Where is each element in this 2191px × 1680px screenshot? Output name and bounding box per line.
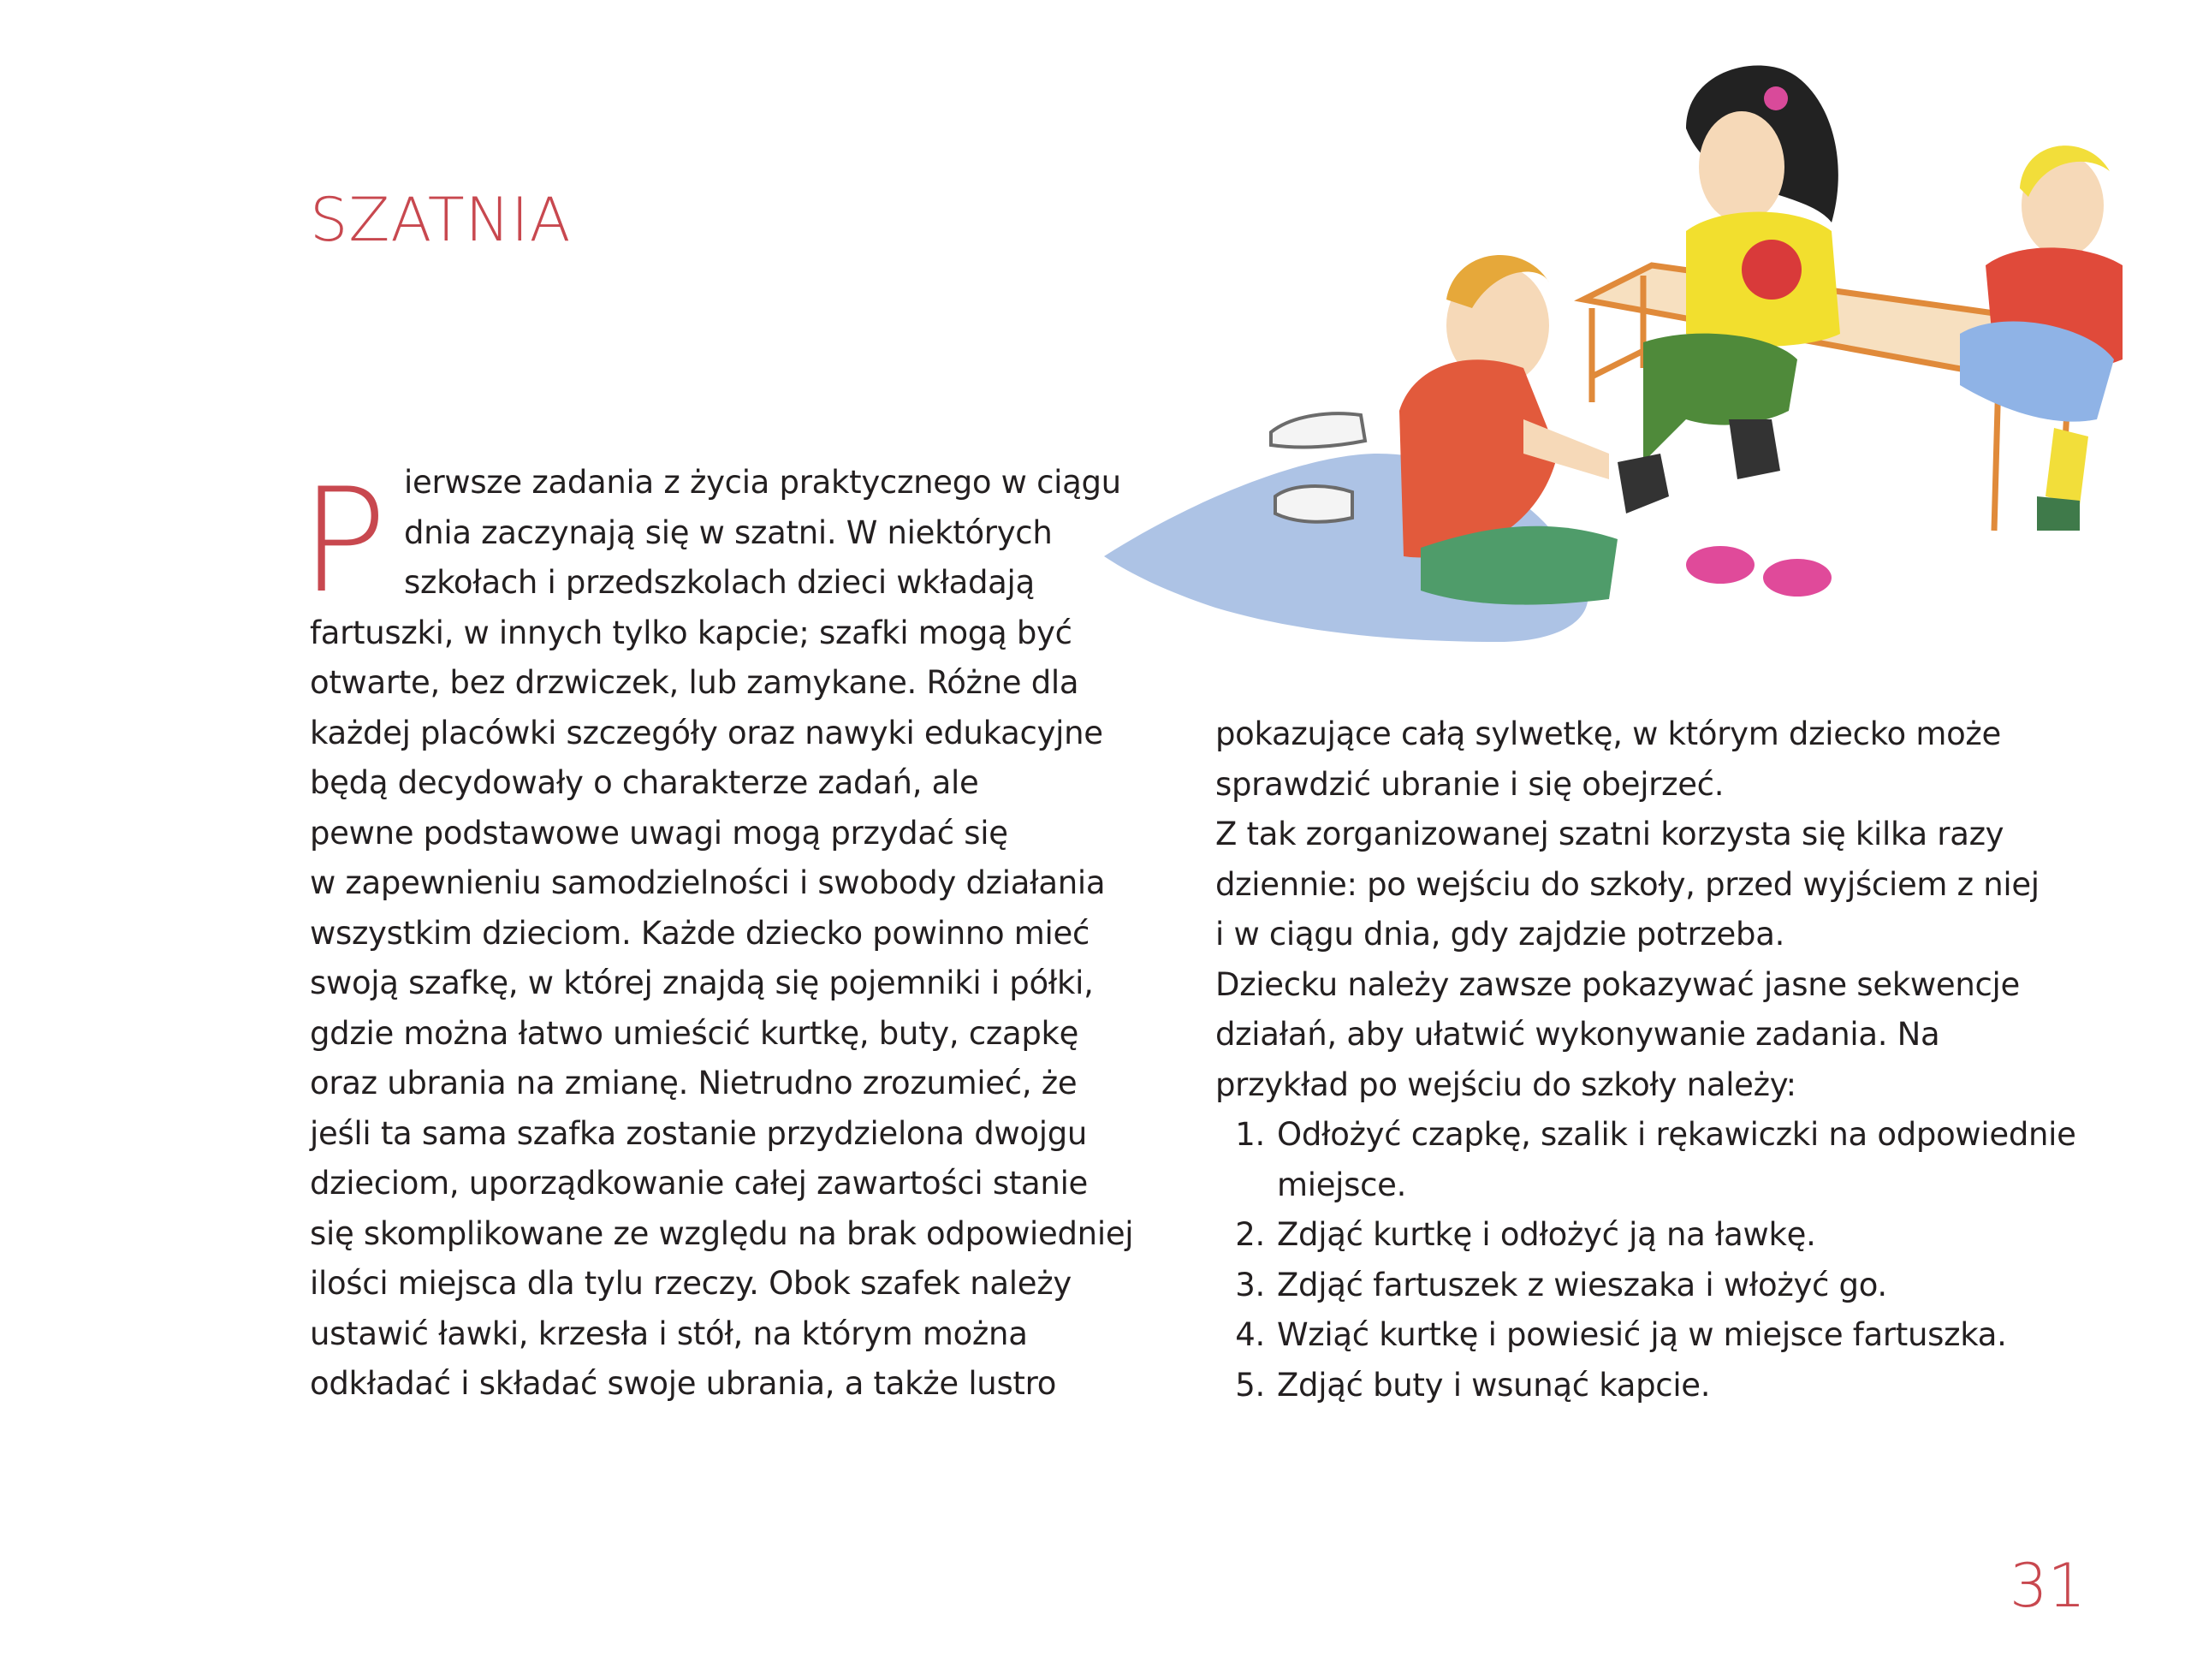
text-line: swoją szafkę, w której znajdą się pojemniki i półki, — [310, 965, 1094, 1001]
list-item — [1215, 1361, 2071, 1411]
child-boy-right — [1960, 145, 2123, 531]
text-line: fartuszki, w innych tylko kapcie; szafki mogą być — [310, 614, 1072, 651]
text-line: sprawdzić ubranie i się obejrzeć. — [1215, 765, 1725, 803]
text-line: ierwsze zadania z życia praktycznego w ciągu — [404, 464, 1121, 501]
page-title: SZATNIA — [310, 185, 572, 255]
list-text: Zdjąć fartuszek z wieszaka i włożyć go. — [1277, 1266, 1887, 1303]
text-line: jeśli ta sama szafka zostanie przydzielona dwojgu — [310, 1114, 1088, 1152]
text-line: dnia zaczynają się w szatni. W niektórych — [404, 513, 1053, 551]
text-line: pokazujące całą sylwetkę, w którym dziecko może — [1215, 715, 2002, 752]
page-number: 31 — [2010, 1551, 2087, 1621]
body-text-right — [1215, 709, 2076, 1410]
text-line: pewne podstawowe uwagi mogą przydać się — [310, 814, 1008, 852]
list-item — [1215, 1210, 2071, 1261]
text-line: Dziecku należy zawsze pokazywać jasne sekwencje — [1215, 965, 2020, 1003]
text-line: gdzie można łatwo umieścić kurtkę, buty, czapkę — [310, 1014, 1079, 1052]
list-number: 2. — [1235, 1216, 1265, 1253]
text-line: dziennie: po wejściu do szkoły, przed wyjściem z niej — [1215, 865, 2040, 903]
text-line: działań, aby ułatwić wykonywanie zadania. Na — [1215, 1016, 1940, 1053]
cloakroom-illustration — [1096, 51, 2157, 650]
text-line: przykład po wejściu do szkoły należy: — [1215, 1066, 1796, 1103]
text-line: w zapewnieniu samodzielności i swobody działania — [310, 864, 1106, 901]
pink-slippers — [1686, 546, 1832, 597]
list-text: miejsce. — [1277, 1166, 1407, 1203]
text-line: oraz ubrania na zmianę. Nietrudno zrozumieć, że — [310, 1065, 1078, 1101]
text-line: otwarte, bez drzwiczek, lub zamykane. Różne dla — [310, 664, 1079, 701]
list-text: Zdjąć kurtkę i odłożyć ją na ławkę. — [1277, 1216, 1816, 1253]
body-text-left — [310, 458, 1149, 1410]
text-line: każdej placówki szczegóły oraz nawyki edukacyjne — [310, 714, 1103, 751]
list-item — [1215, 1110, 2076, 1210]
list-number: 1. — [1235, 1116, 1265, 1153]
text-line: i w ciągu dnia, gdy zajdzie potrzeba. — [1215, 916, 1785, 953]
text-line: wszystkim dzieciom. Każde dziecko powinno mieć — [310, 914, 1090, 952]
child-boy-left — [1399, 255, 1618, 605]
text-line: ilości miejsca dla tylu rzeczy. Obok szafek należy — [310, 1265, 1072, 1302]
list-text: Zdjąć buty i wsunąć kapcie. — [1277, 1366, 1711, 1404]
list-text: Wziąć kurtkę i powiesić ją w miejsce fartuszka. — [1277, 1316, 2007, 1353]
text-line: będą decydowały o charakterze zadań, ale — [310, 764, 979, 801]
list-number: 3. — [1235, 1266, 1265, 1303]
text-line: Z tak zorganizowanej szatni korzysta się kilka razy — [1215, 816, 2004, 852]
drop-cap: P — [300, 457, 388, 625]
list-text: Odłożyć czapkę, szalik i rękawiczki na odpowiednie — [1277, 1116, 2076, 1153]
text-line: odkładać i składać swoje ubrania, a także lustro — [310, 1365, 1057, 1402]
list-item — [1215, 1310, 2071, 1361]
text-line: dzieciom, uporządkowanie całej zawartości stanie — [310, 1165, 1089, 1202]
list-number: 5. — [1235, 1366, 1265, 1404]
list-item — [1215, 1261, 2071, 1311]
text-line: ustawić ławki, krzesła i stół, na którym można — [310, 1315, 1028, 1352]
text-line: się skomplikowane ze względu na brak odpowiedniej — [310, 1214, 1134, 1252]
text-line: szkołach i przedszkolach dzieci wkładają — [404, 564, 1035, 601]
list-number: 4. — [1235, 1316, 1265, 1353]
steps-list — [1215, 1110, 2076, 1410]
